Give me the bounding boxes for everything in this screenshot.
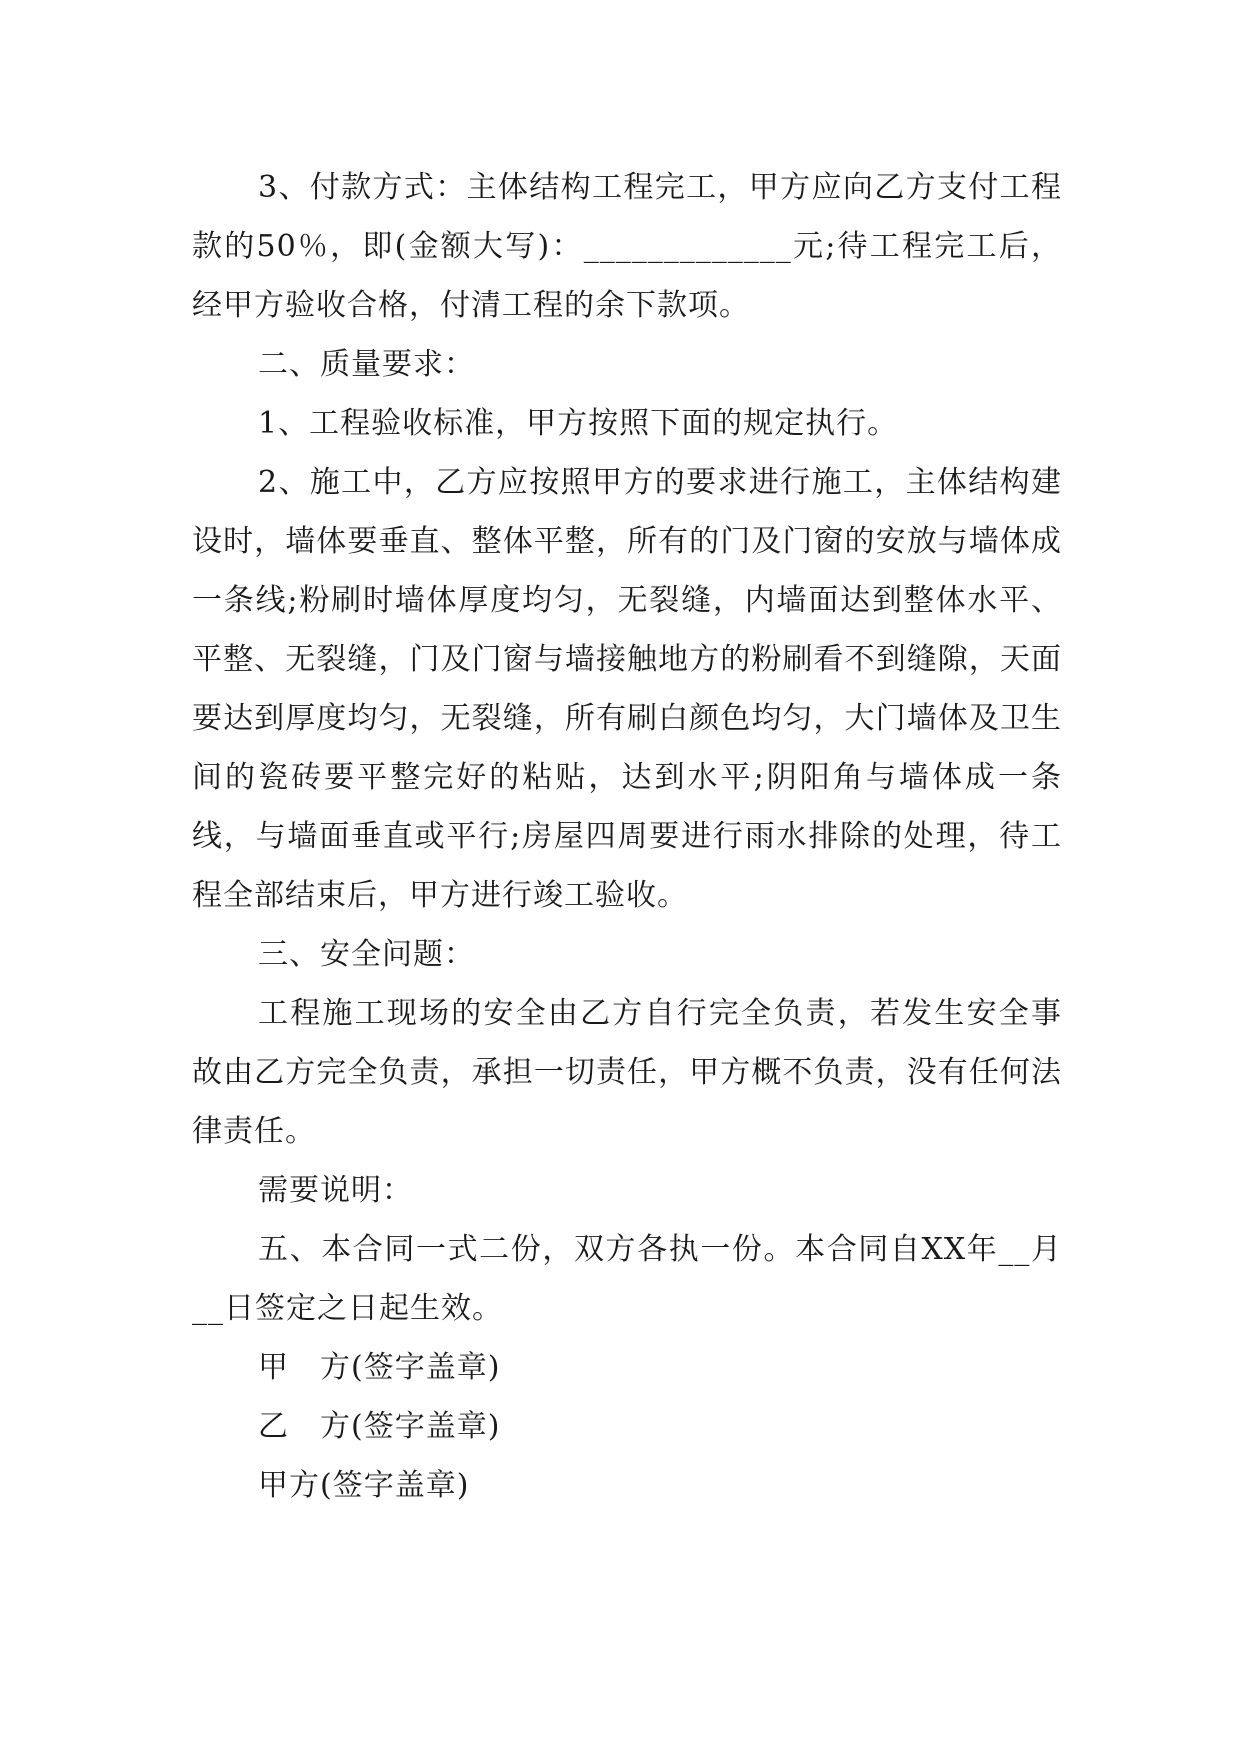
notes-heading: 需要说明： (258, 1173, 413, 1208)
construction-requirements-paragraph: 2、施工中，乙方应按照甲方的要求进行施工，主体结构建设时，墙体要垂直、整体平整，所有的门及门窗的安放与墙体成一条线;粉刷时墙体厚度均匀，无裂缝，内墙面达到整体水平、平整、无裂缝，门及门窗与墙接触地方的粉刷看不到缝隙，天面要达到厚度均匀，无裂缝，所有刷白颜色均匀，大门墙体及卫生间的瓷砖要平整完好的粘贴，达到水平;阴阳角与墙体成一条线，与墙面垂直或平行;房屋四周要进行雨水排除的处理，待工程全部结束后，甲方进行竣工验收。 (192, 465, 1062, 913)
safety-paragraph: 工程施工现场的安全由乙方自行完全负责，若发生安全事故由乙方完全负责，承担一切责任，甲方概不负责，没有任何法律责任。 (192, 996, 1062, 1149)
document-body (192, 158, 1062, 1515)
party-b-signature: 乙 方(签字盖章) (258, 1409, 501, 1444)
payment-terms-paragraph: 3、付款方式：主体结构工程完工，甲方应向乙方支付工程款的50％，即(金额大写)：_____________元;待工程完工后，经甲方验收合格，付清工程的余下款项。 (192, 170, 1062, 323)
acceptance-standard-paragraph: 1、工程验收标准，甲方按照下面的规定执行。 (258, 406, 899, 441)
party-a-signature-repeat: 甲方(签字盖章) (258, 1468, 470, 1503)
quality-heading: 二、质量要求： (258, 347, 475, 382)
effective-date-paragraph: 五、本合同一式二份，双方各执一份。本合同自XX年__月__日签定之日起生效。 (192, 1232, 1062, 1326)
party-a-signature: 甲 方(签字盖章) (258, 1350, 501, 1385)
safety-heading: 三、安全问题： (258, 937, 475, 972)
